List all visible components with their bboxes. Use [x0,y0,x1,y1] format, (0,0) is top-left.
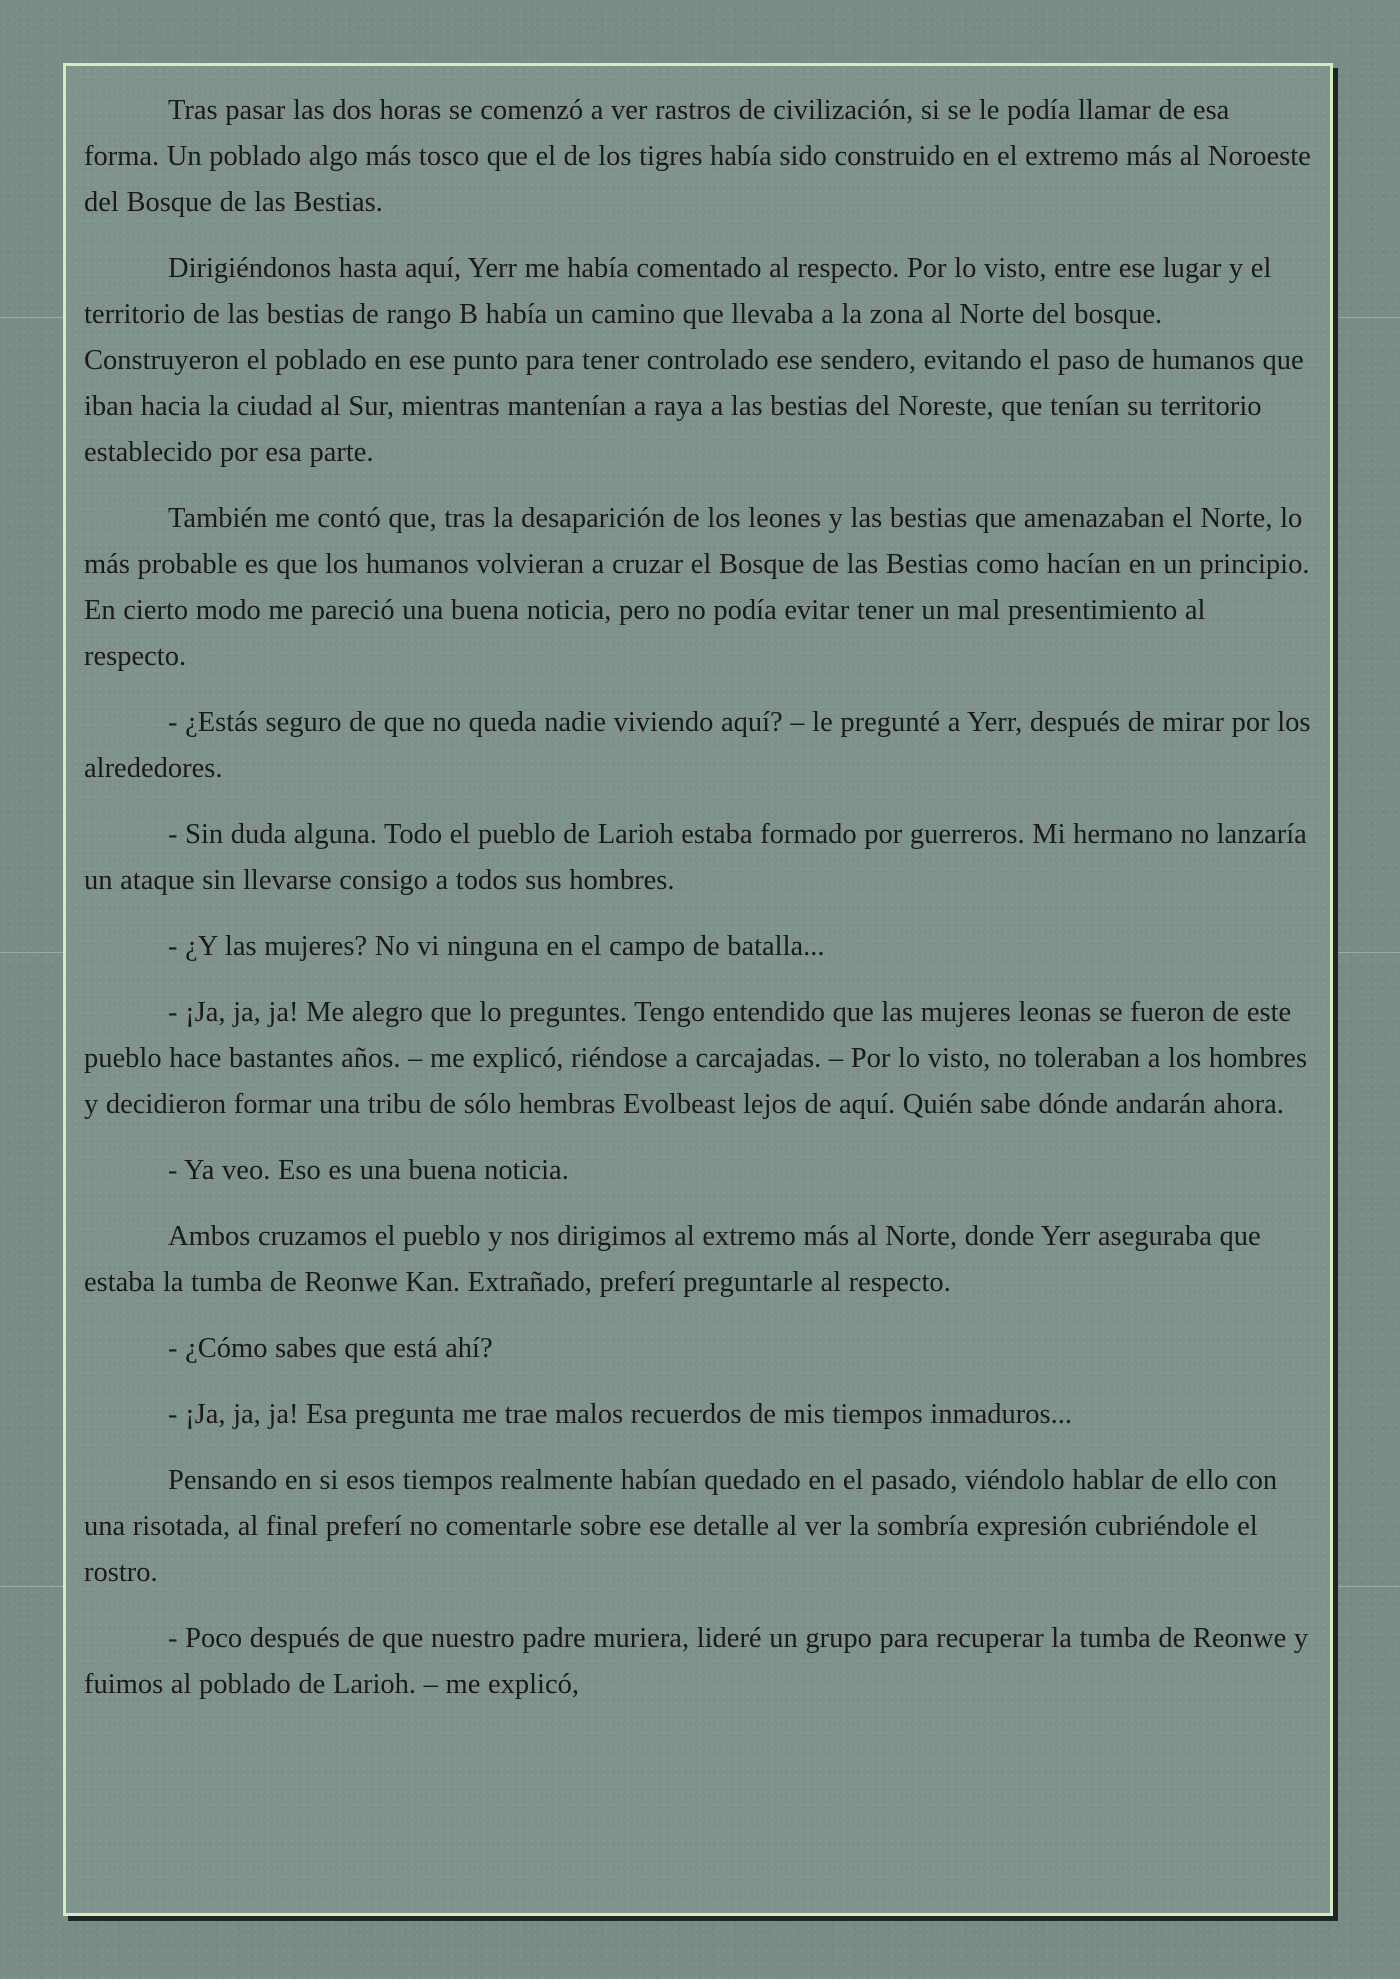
paragraph: - ¿Estás seguro de que no queda nadie viviendo aquí? – le pregunté a Yerr, después de mirar por los alrededores. [84,707,1311,784]
paragraph: - Sin duda alguna. Todo el pueblo de Larioh estaba formado por guerreros. Mi hermano no lanzaría un ataque sin llevarse consigo a todos sus hombres. [84,819,1307,896]
paragraph: Dirigiéndonos hasta aquí, Yerr me había comentado al respecto. Por lo visto, entre ese lugar y el territorio de las bestias de rango B había un camino que llevaba a la zona al Norte del bosque. Construyeron el poblado en ese punto para tener controlado ese sendero, evitando el paso de humanos que iban hacia la ciudad al Sur, mientras mantenían a raya a las bestias del Noreste, que tenían su territorio establecido por esa parte. [84,253,1304,468]
paragraph: - ¡Ja, ja, ja! Esa pregunta me trae malos recuerdos de mis tiempos inmaduros... [168,1399,1072,1430]
page-panel [63,63,1333,1916]
paragraph: - ¿Y las mujeres? No vi ninguna en el campo de batalla... [168,931,825,962]
paragraph: Tras pasar las dos horas se comenzó a ver rastros de civilización, si se le podía llamar de esa forma. Un poblado algo más tosco que el de los tigres había sido construido en el extremo más al Noroeste del Bosque de las Bestias. [84,95,1311,218]
paragraph: Pensando en si esos tiempos realmente habían quedado en el pasado, viéndolo hablar de ello con una risotada, al final preferí no comentarle sobre ese detalle al ver la sombría expresión cubriéndole el rostro. [84,1465,1278,1588]
paragraph: - Ya veo. Eso es una buena noticia. [168,1155,569,1186]
paragraph: - ¡Ja, ja, ja! Me alegro que lo preguntes. Tengo entendido que las mujeres leonas se fueron de este pueblo hace bastantes años. – me explicó, riéndose a carcajadas. – Por lo visto, no toleraban a los hombres y decidieron formar una tribu de sólo hembras Evolbeast lejos de aquí. Quién sabe dónde andarán ahora. [84,997,1308,1120]
paragraph: - Poco después de que nuestro padre muriera, lideré un grupo para recuperar la tumba de Reonwe y fuimos al poblado de Larioh. – me explicó, [84,1623,1309,1700]
paragraph: - ¿Cómo sabes que está ahí? [168,1333,493,1364]
paragraph: También me contó que, tras la desaparición de los leones y las bestias que amenazaban el Norte, lo más probable es que los humanos volvieran a cruzar el Bosque de las Bestias como hacían en un principio. En cierto modo me pareció una buena noticia, pero no podía evitar tener un mal presentimiento al respecto. [84,503,1310,672]
paragraph: Ambos cruzamos el pueblo y nos dirigimos al extremo más al Norte, donde Yerr aseguraba que estaba la tumba de Reonwe Kan. Extrañado, preferí preguntarle al respecto. [84,1221,1261,1298]
